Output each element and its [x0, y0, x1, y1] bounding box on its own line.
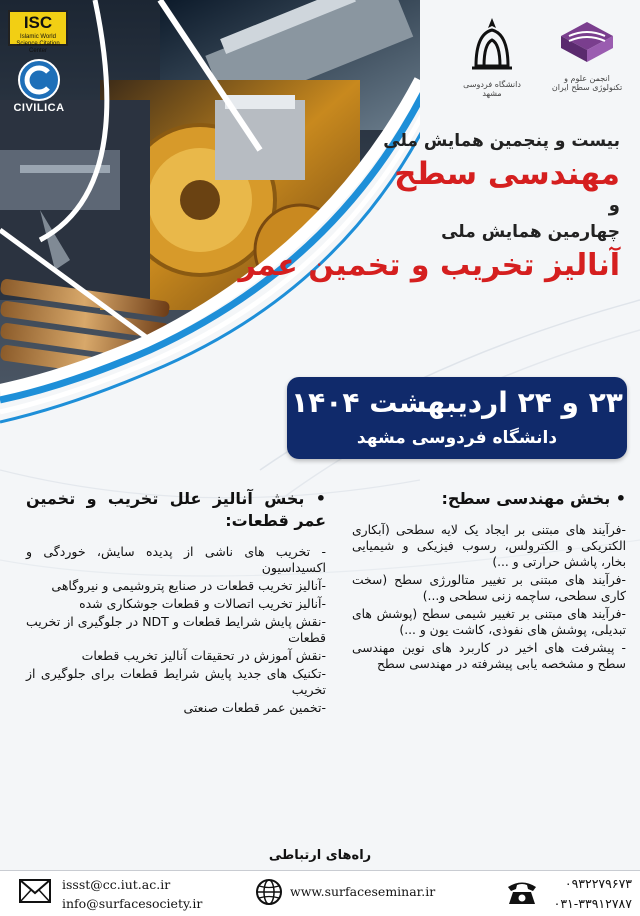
list-item: -فرآیند های مبتنی بر ایجاد یک لایه سطحی (آبکاری الکتریکی و الکترولس، رسوب فیزیکی و شیمیایی بخار، پاشش حرارتی و ...): [352, 523, 626, 569]
phone-number-2[interactable]: ۰۳۱-۳۳۹۱۲۷۸۷: [553, 896, 632, 911]
telephone-icon: [505, 878, 539, 906]
conference-titles: [200, 128, 620, 286]
civilica-label: CIVILICA: [13, 102, 65, 114]
list-item: - تخریب های ناشی از پدیده سایش، خوردگی و اکسیداسیون: [26, 544, 326, 575]
list-item: -نقش پایش شرایط قطعات و NDT در جلوگیری از تخریب قطعات: [26, 614, 326, 645]
ferdowsi-university-logo: [456, 14, 528, 98]
list-item: -آنالیز تخریب قطعات در صنایع پتروشیمی و نیروگاهی: [51, 578, 326, 593]
email-link-2[interactable]: info@surfacesociety.ir: [62, 896, 203, 911]
email-link-1[interactable]: issst@cc.iut.ac.ir: [62, 877, 171, 892]
surface-engineering-topics: [352, 522, 626, 672]
university-emblem-icon: [462, 14, 522, 74]
date-venue-banner: [287, 377, 627, 459]
civilica-logo: [8, 58, 70, 118]
list-item: -تکنیک های جدید پایش شرایط قطعات برای جلوگیری از تخریب: [26, 666, 326, 697]
envelope-icon: [18, 877, 52, 905]
conference-1-name: مهندسی سطح: [394, 156, 620, 192]
phone-number-1[interactable]: ۰۹۳۲۲۷۹۶۷۳: [564, 876, 632, 891]
society-emblem-icon: [555, 14, 619, 68]
email-addresses: [62, 875, 212, 913]
event-venue: دانشگاه فردوسی مشهد: [356, 428, 558, 448]
list-item: -نقش آموزش در تحقیقات آنالیز تخریب قطعات: [81, 648, 326, 663]
conjunction-and: و: [608, 195, 620, 216]
isc-logo: [8, 10, 68, 54]
civilica-icon: [8, 58, 70, 102]
conference-2-name: آنالیز تخریب و تخمین عمر: [238, 248, 620, 283]
isc-logo-subtext: Islamic World Science Citation Center: [16, 34, 60, 54]
conference-1-prefix: بیست و پنجمین همایش ملی: [383, 131, 620, 151]
list-item: - پیشرفت های اخیر در کاربرد های نوین مهندسی سطح و مشخصه یابی پیشرفته در مهندسی سطح: [352, 641, 626, 671]
conference-2-prefix: چهارمین همایش ملی: [441, 222, 620, 242]
globe-icon: [255, 878, 283, 906]
phone-numbers: [542, 874, 632, 914]
failure-analysis-section: [26, 488, 326, 718]
failure-analysis-title: • بخش آنالیز علل تخریب و تخمین عمر قطعات:: [26, 489, 326, 530]
society-logo-caption: انجمن علوم و تکنولوژی سطح ایران: [551, 74, 623, 92]
failure-analysis-topics: [26, 544, 326, 716]
list-item: -فرآیند های مبتنی بر تغییر شیمی سطح (پوشش های تبدیلی، پوشش های نفوذی، کاشت یون و ...): [352, 607, 626, 637]
surface-engineering-section: [352, 488, 626, 674]
event-dates: ۲۳ و ۲۴ اردیبهشت ۱۴۰۴: [291, 386, 623, 419]
list-item: -تخمین عمر قطعات صنعتی: [183, 700, 326, 715]
isc-logo-text: ISC: [23, 13, 53, 32]
surface-society-logo: [548, 14, 626, 98]
surface-engineering-title: • بخش مهندسی سطح:: [441, 489, 626, 508]
list-item: -فرآیند های مبتنی بر تغییر متالورژی سطح (سخت کاری سطحی، ساچمه زنی سطحی و...): [352, 573, 626, 603]
university-logo-caption: دانشگاه فردوسی مشهد: [463, 80, 521, 98]
list-item: -آنالیز تخریب اتصالات و قطعات جوشکاری شده: [79, 596, 326, 611]
website-link[interactable]: www.surfaceseminar.ir: [290, 884, 436, 899]
contact-heading: راه‌های ارتباطی: [268, 848, 372, 863]
